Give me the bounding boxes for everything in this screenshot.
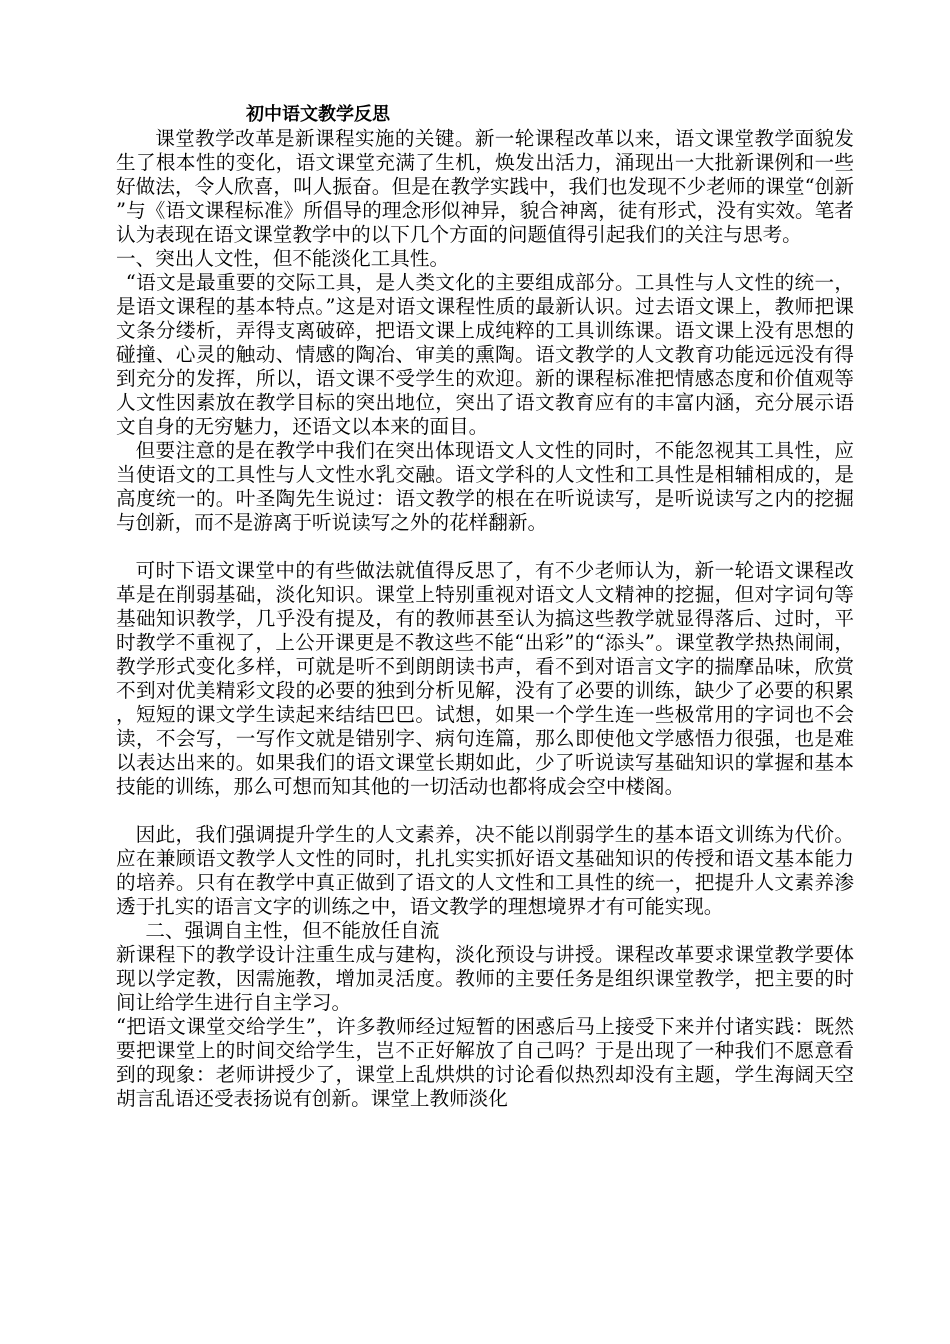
section-heading-1: 一、突出人文性，但不能淡化工具性。: [116, 247, 450, 270]
document-title: 初中语文教学反思: [246, 104, 390, 125]
blank-line: [116, 535, 854, 559]
body-paragraph: 因此，我们强调提升学生的人文素养，决不能以削弱学生的基本语文训练为代价。应在兼顾语文教学人文性的同时，扎扎实实抓好语文基础知识的传授和语文基本能力的培养。只有在教学中真正做到了语文的人文性和工具性的统一，把提升人文素养渗透于扎实的语言文字的训练之中，语文教学的理想境界才有可能实现。: [116, 823, 854, 918]
blank-line: [116, 799, 854, 823]
body-paragraph: 但要注意的是在教学中我们在突出体现语文人文性的同时，不能忽视其工具性，应当使语文的工具性与人文性水乳交融。语文学科的人文性和工具性是相辅相成的，是高度统一的。叶圣陶先生说过：语文教学的根在在听说读写，是听说读写之内的挖掘与创新，而不是游离于听说读写之外的花样翻新。: [116, 439, 854, 534]
section-heading-2: 二、强调自主性，但不能放任自流: [145, 919, 440, 942]
body-paragraph: 可时下语文课堂中的有些做法就值得反思了，有不少老师认为，新一轮语文课程改革是在削弱基础，淡化知识。课堂上特别重视对语文人文精神的挖掘，但对字词句等基础知识教学，几乎没有提及，有的教师甚至认为搞这些教学就显得落后、过时，平时教学不重视了，上公开课更是不教这些不能“出彩”的“添头”。课堂教学热热闹闹，教学形式变化多样，可就是听不到朗朗读书声，看不到对语言文字的揣摩品味，欣赏不到对优美精彩文段的必要的独到分析见解，没有了必要的训练，缺少了必要的积累，短短的课文学生读起来结结巴巴。试想，如果一个学生连一些极常用的字词也不会读，不会写，一写作文就是错别字、病句连篇，那么即使他文学感悟力很强，也是难以表达出来的。如果我们的语文课堂长期如此，少了听说读写基础知识的掌握和基本技能的训练，那么可想而知其他的一切活动也都将成会空中楼阁。: [116, 559, 854, 798]
intro-paragraph: 课堂教学改革是新课程实施的关键。新一轮课程改革以来，语文课堂教学面貌发生了根本性的变化，语文课堂充满了生机，焕发出活力，涌现出一大批新课例和一些好做法，令人欣喜，叫人振奋。但是在教学实践中，我们也发现不少老师的课堂“创新”与《语文课程标准》所倡导的理念形似神异，貌合神离，徒有形式，没有实效。笔者认为表现在语文课堂教学中的以下几个方面的问题值得引起我们的关注与思考。: [116, 127, 854, 246]
body-paragraph: “把语文课堂交给学生”，许多教师经过短暂的困惑后马上接受下来并付诸实践：既然要把课堂上的时间交给学生，岂不正好解放了自己吗？于是出现了一种我们不愿意看到的现象：老师讲授少了，课堂上乱烘烘的讨论看似热烈却没有主题，学生海阔天空胡言乱语还受表扬说有创新。课堂上教师淡化: [116, 1015, 854, 1110]
body-paragraph: “语文是最重要的交际工具，是人类文化的主要组成部分。工具性与人文性的统一，是语文课程的基本特点。”这是对语文课程性质的最新认识。过去语文课上，教师把课文条分缕析，弄得支离破碎，把语文课上成纯粹的工具训练课。语文课上没有思想的碰撞、心灵的触动、情感的陶冶、审美的熏陶。语文教学的人文教育功能远远没有得到充分的发挥，所以，语文课不受学生的欢迎。新的课程标准把情感态度和价值观等人文性因素放在教学目标的突出地位，突出了语文教育应有的丰富内涵，充分展示语文自身的无穷魅力，还语文以本来的面目。: [116, 271, 854, 438]
body-paragraph: 新课程下的教学设计注重生成与建构，淡化预设与讲授。课程改革要求课堂教学要体现以学定教，因需施教，增加灵活度。教师的主要任务是组织课堂教学，把主要的时间让给学生进行自主学习。: [116, 943, 854, 1014]
document-body: [116, 105, 854, 1111]
